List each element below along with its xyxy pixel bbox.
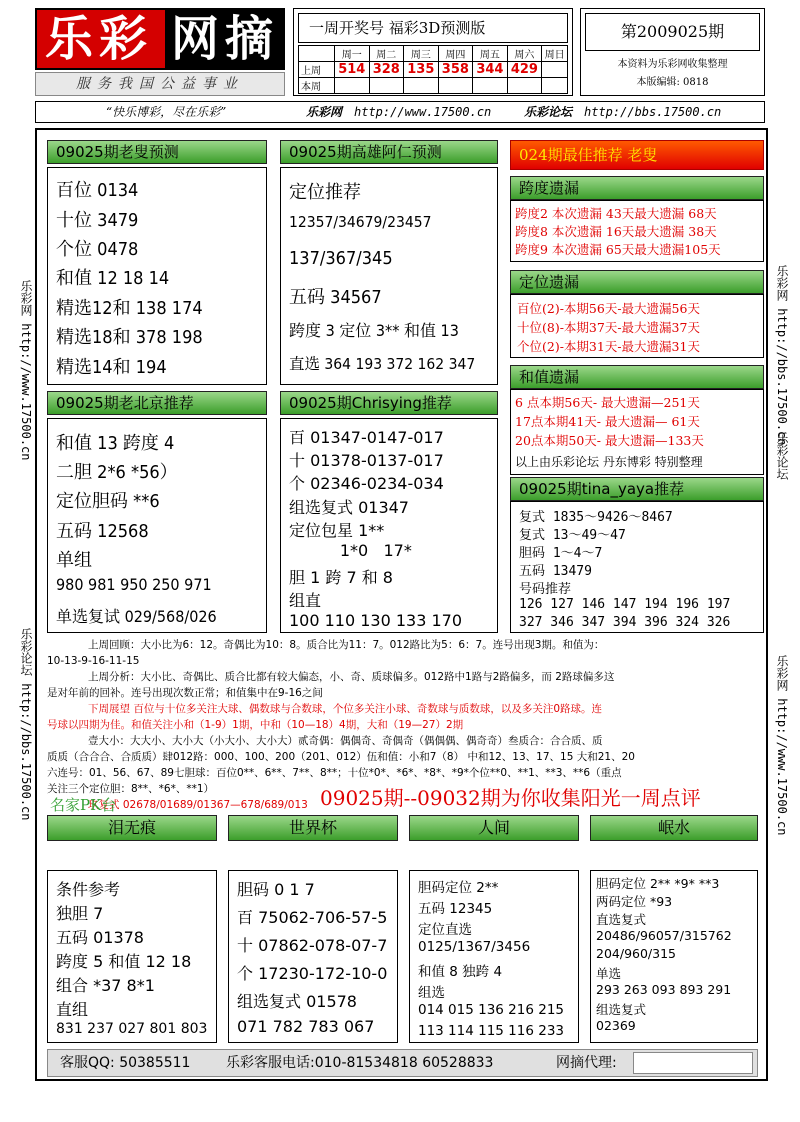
minshui-line: 20486/96057/315762: [596, 928, 732, 943]
leiwuhen-panel: [47, 870, 217, 1043]
url-bar: [35, 101, 765, 123]
pk-label: 名家PK台: [50, 796, 117, 814]
empty-cell: [542, 78, 568, 94]
best-title: 024期最佳推荐 老叟: [510, 140, 764, 170]
chrisying-line: 个 02346-0234-034: [289, 474, 444, 493]
pos-miss-line: 十位(8)-本期37天-最大遗漏37天: [517, 320, 700, 335]
gaoxiong-line: 定位推荐: [289, 182, 361, 203]
weekday: 周四: [438, 46, 473, 62]
span-miss-line: 跨度9 本次遗漏 65天最大遗漏105天: [515, 242, 721, 257]
tina-panel: [510, 501, 764, 633]
minshui-line: 胆码定位 2** *9* **3: [596, 876, 720, 891]
sum-miss-line: 17点本期41天- 最大遗漏— 61天: [515, 414, 700, 429]
leiwuhen-line: 条件参考: [56, 880, 121, 899]
beijing-line: 五码 12568: [56, 521, 149, 542]
laosou-line: 和值 12 18 14: [56, 268, 170, 289]
laosou-title: 09025期老叟预测: [47, 140, 267, 164]
shijiebei-line: 百 75062-706-57-5: [237, 908, 388, 927]
span-miss-panel: [510, 200, 764, 262]
editor-line: 本版编辑: 0818: [636, 77, 709, 88]
shijiebei-line: 个 17230-172-10-0: [237, 964, 388, 983]
leiwuhen-line: 五码 01378: [56, 928, 144, 947]
analysis-review-sums: 10-13-9-16-11-15: [47, 655, 140, 667]
logo-net: 网摘: [165, 10, 285, 68]
tina-line: 胆码 1～4～7: [519, 546, 603, 561]
empty-cell: [369, 78, 404, 94]
week-box: [293, 8, 573, 96]
gaoxiong-line: 五码 34567: [289, 287, 382, 308]
slogan: 服务我国公益事业: [35, 72, 285, 96]
analysis-outlook-cont: 号球以四期为佳。和值关注小和（1-9）1期，中和（10—18）4期，大和（19—27）2期: [47, 719, 464, 731]
draw-number: 514: [335, 62, 370, 78]
side-text-right-mid: 乐彩论坛: [775, 432, 789, 480]
chrisying-line: 百 01347-0147-017: [289, 428, 444, 447]
week-title: 一周开奖号 福彩3D预测版: [298, 13, 568, 43]
renjian-line: 定位直选: [418, 922, 472, 938]
beijing-line: 二胆 2*6 *56）: [56, 462, 178, 483]
empty-cell: [404, 78, 439, 94]
side-text-right-top: 乐彩网 http://bbs.17500.cn: [775, 265, 789, 446]
issue-box: [580, 8, 765, 96]
chrisying-line: 1*0 17*: [289, 541, 412, 560]
beijing-title: 09025期老北京推荐: [47, 391, 267, 415]
shijiebei-line: 十 07862-078-07-7: [237, 936, 388, 955]
gaoxiong-panel: [280, 167, 498, 385]
analysis-analysis: 上周分析：大小比、奇偶比、质合比都有较大偏态，小、奇、质球偏多。012路中1路与2路偏多，而 2路球偏多这: [88, 671, 615, 683]
shijiebei-line: 组选复式 01578: [237, 992, 357, 1011]
side-text-left-bottom: 乐彩论坛 http://bbs.17500.cn: [19, 628, 33, 821]
pos-miss-title: 定位遗漏: [510, 270, 764, 294]
gaoxiong-line: 137/367/345: [289, 248, 393, 269]
sum-miss-line: 20点本期50天- 最大遗漏—133天: [515, 433, 704, 448]
beijing-line: 和值 13 跨度 4: [56, 433, 175, 454]
empty-cell: [335, 78, 370, 94]
weekday: 周六: [507, 46, 542, 62]
beijing-line: 定位胆码 **6: [56, 491, 160, 512]
laosou-line: 十位 3479: [56, 210, 139, 231]
span-miss-title: 跨度遗漏: [510, 176, 764, 200]
pos-miss-line: 百位(2)-本期56天-最大遗漏56天: [517, 301, 700, 316]
span-miss-line: 跨度8 本次遗漏 16天最大遗漏 38天: [515, 224, 717, 239]
analysis-item: 六连号：01、56、67、89七胆球：百位0**、6**、7**、8**；十位*0*、*6*、*8*、*9*个位**0、**1、**3、**6（重点: [47, 767, 622, 779]
renjian-line: 和值 8 独跨 4: [418, 964, 503, 980]
sum-miss-panel: [510, 389, 764, 475]
shijiebei-line: 胆码 0 1 7: [237, 880, 315, 899]
shijiebei-panel: [228, 870, 398, 1043]
analysis-fushi: 玖复式 02678/01689/01367—678/689/013: [88, 799, 308, 811]
tina-line: 327 346 347 394 396 324 326: [519, 615, 731, 630]
this-week-label: 本周: [299, 78, 335, 94]
chrisying-line: 胆 1 跨 7 和 8: [289, 568, 393, 587]
info-line: 本资料为乐彩网收集整理: [617, 59, 728, 70]
analysis-item: 壹大小：大大小、大小大（小大小、大小大）贰奇偶：偶偶奇、奇偶奇（偶偶偶、偶奇奇）叁质合：合合质、质: [88, 735, 603, 747]
side-text-right-bottom: 乐彩网 http://www.17500.cn: [775, 655, 789, 836]
leiwuhen-line: 831 237 027 801 803: [56, 1021, 208, 1037]
site-link[interactable]: http://www.17500.cn: [354, 105, 492, 119]
minshui-line: 293 263 093 893 291: [596, 982, 732, 997]
tina-line: 复式 1835～9426～8467: [519, 510, 673, 525]
tina-line: 126 127 146 147 194 196 197: [519, 597, 731, 612]
pos-miss-line: 个位(2)-本期31天-最大遗漏31天: [517, 339, 700, 354]
renjian-line: 胆码定位 2**: [418, 880, 499, 896]
leiwuhen-line: 跨度 5 和值 12 18: [56, 952, 192, 971]
footer-agent-label: 网摘代理:: [556, 1055, 617, 1071]
analysis-item: 质质（合合合、合质质）肆012路：000、100、200（201、012）伍和值：小和7（8） 中和12、13、17、15 大和21、20: [47, 751, 635, 763]
analysis-item: 关注三个定位胆：8**、*6*、**1）: [47, 783, 215, 795]
gaoxiong-line: 直选 364 193 372 162 347: [289, 355, 476, 373]
gaoxiong-line: 12357/34679/23457: [289, 213, 432, 231]
week-table: [298, 45, 568, 94]
laosou-line: 精选14和 194: [56, 357, 167, 378]
weekday: 周二: [369, 46, 404, 62]
empty-cell: [507, 78, 542, 94]
minshui-line: 204/960/315: [596, 946, 676, 961]
renjian-line: 组选: [418, 985, 445, 1001]
site-label: 乐彩网: [306, 105, 343, 119]
minshui-title: 岷水: [590, 815, 758, 841]
forum-label: 乐彩论坛: [524, 105, 573, 119]
last-week-label: 上周: [299, 62, 335, 78]
tina-line: 五码 13479: [519, 564, 592, 579]
gaoxiong-line: 跨度 3 定位 3** 和值 13: [289, 321, 459, 340]
chrisying-line: 100 110 130 133 170: [289, 611, 463, 630]
renjian-line: 014 015 136 216 215: [418, 1002, 565, 1018]
tina-title: 09025期tina_yaya推荐: [510, 477, 764, 501]
renjian-line: 113 114 115 116 233: [418, 1023, 565, 1039]
leiwuhen-title: 泪无痕: [47, 815, 217, 841]
shijiebei-line: 071 782 783 067: [237, 1017, 375, 1036]
tina-line: 号码推荐: [519, 582, 572, 597]
sum-miss-line: 6 点本期56天- 最大遗漏—251天: [515, 395, 700, 410]
minshui-panel: [590, 870, 758, 1043]
draw-number: 344: [473, 62, 508, 78]
minshui-line: 02369: [596, 1018, 636, 1033]
renjian-title: 人间: [409, 815, 579, 841]
chrisying-line: 组直: [289, 591, 322, 610]
laosou-line: 精选18和 378 198: [56, 327, 203, 348]
chrisying-line: 组选复式 01347: [289, 498, 409, 517]
beijing-line: 单组: [56, 550, 92, 571]
renjian-line: 0125/1367/3456: [418, 939, 531, 955]
chrisying-panel: [280, 418, 498, 633]
analysis-review: 上周回顾：大小比为6：12。奇偶比为10：8。质合比为11：7。012路比为5：6：7。连号出现3期。和值为：: [88, 639, 605, 651]
issue-number: 第2009025期: [585, 13, 760, 51]
analysis-outlook: 下周展望 百位与十位多关注大球、偶数球与合数球，个位多关注小球、奇数球与质数球，以及多关注0路球。连: [88, 703, 603, 715]
tina-line: 复式 13～49～47: [519, 528, 626, 543]
footer-phone: 乐彩客服电话:010-81534818 60528833: [226, 1055, 494, 1071]
draw-number: [542, 62, 568, 78]
renjian-panel: [409, 870, 579, 1043]
draw-number: 429: [507, 62, 542, 78]
leiwuhen-line: 组合 *37 8*1: [56, 976, 155, 995]
motto: “快乐博彩，尽在乐彩”: [106, 105, 227, 119]
weekday: 周五: [473, 46, 508, 62]
draw-number: 328: [369, 62, 404, 78]
laosou-panel: [47, 167, 267, 385]
side-text-left-top: 乐彩网 http://www.17500.cn: [19, 280, 33, 461]
gaoxiong-title: 09025期高雄阿仁预测: [280, 140, 498, 164]
week-corner: [299, 46, 335, 62]
pos-miss-panel: [510, 294, 764, 358]
empty-cell: [473, 78, 508, 94]
footer-qq: 客服QQ: 50385511: [60, 1055, 191, 1071]
sum-miss-title: 和值遗漏: [510, 365, 764, 389]
shijiebei-title: 世界杯: [228, 815, 398, 841]
logo: [35, 8, 285, 70]
laosou-line: 精选12和 138 174: [56, 298, 203, 319]
beijing-line: 单选复试 029/568/026: [56, 607, 217, 626]
sum-miss-note: 以上由乐彩论坛 丹东博彩 特别整理: [515, 455, 703, 469]
laosou-line: 百位 0134: [56, 180, 139, 201]
renjian-line: 五码 12345: [418, 901, 493, 917]
leiwuhen-line: 直组: [56, 1000, 89, 1019]
minshui-line: 单选: [596, 966, 622, 981]
weekday: 周一: [335, 46, 370, 62]
beijing-panel: [47, 418, 267, 633]
forum-link[interactable]: http://bbs.17500.cn: [584, 105, 722, 119]
leiwuhen-line: 独胆 7: [56, 904, 104, 923]
beijing-line: 980 981 950 250 971: [56, 575, 212, 594]
draw-number: 358: [438, 62, 473, 78]
chrisying-title: 09025期Chrisying推荐: [280, 391, 498, 415]
chrisying-line: 定位包星 1**: [289, 521, 385, 540]
minshui-line: 两码定位 *93: [596, 894, 673, 909]
logo-text: 乐彩: [45, 11, 154, 67]
analysis-analysis-cont: 是对年前的回补。连号出现次数正常；和值集中在9-16之间: [47, 687, 323, 699]
agent-input[interactable]: [633, 1052, 753, 1074]
weekday: 周三: [404, 46, 439, 62]
empty-cell: [438, 78, 473, 94]
minshui-line: 组选复式: [596, 1002, 647, 1017]
minshui-line: 直选复式: [596, 912, 647, 927]
collect-title: 09025期--09032期为你收集阳光一周点评: [320, 786, 701, 810]
chrisying-line: 十 01378-0137-017: [289, 451, 444, 470]
laosou-line: 个位 0478: [56, 239, 139, 260]
weekday: 周日: [542, 46, 568, 62]
span-miss-line: 跨度2 本次遗漏 43天最大遗漏 68天: [515, 206, 717, 221]
draw-number: 135: [404, 62, 439, 78]
footer-bar: [47, 1049, 758, 1077]
